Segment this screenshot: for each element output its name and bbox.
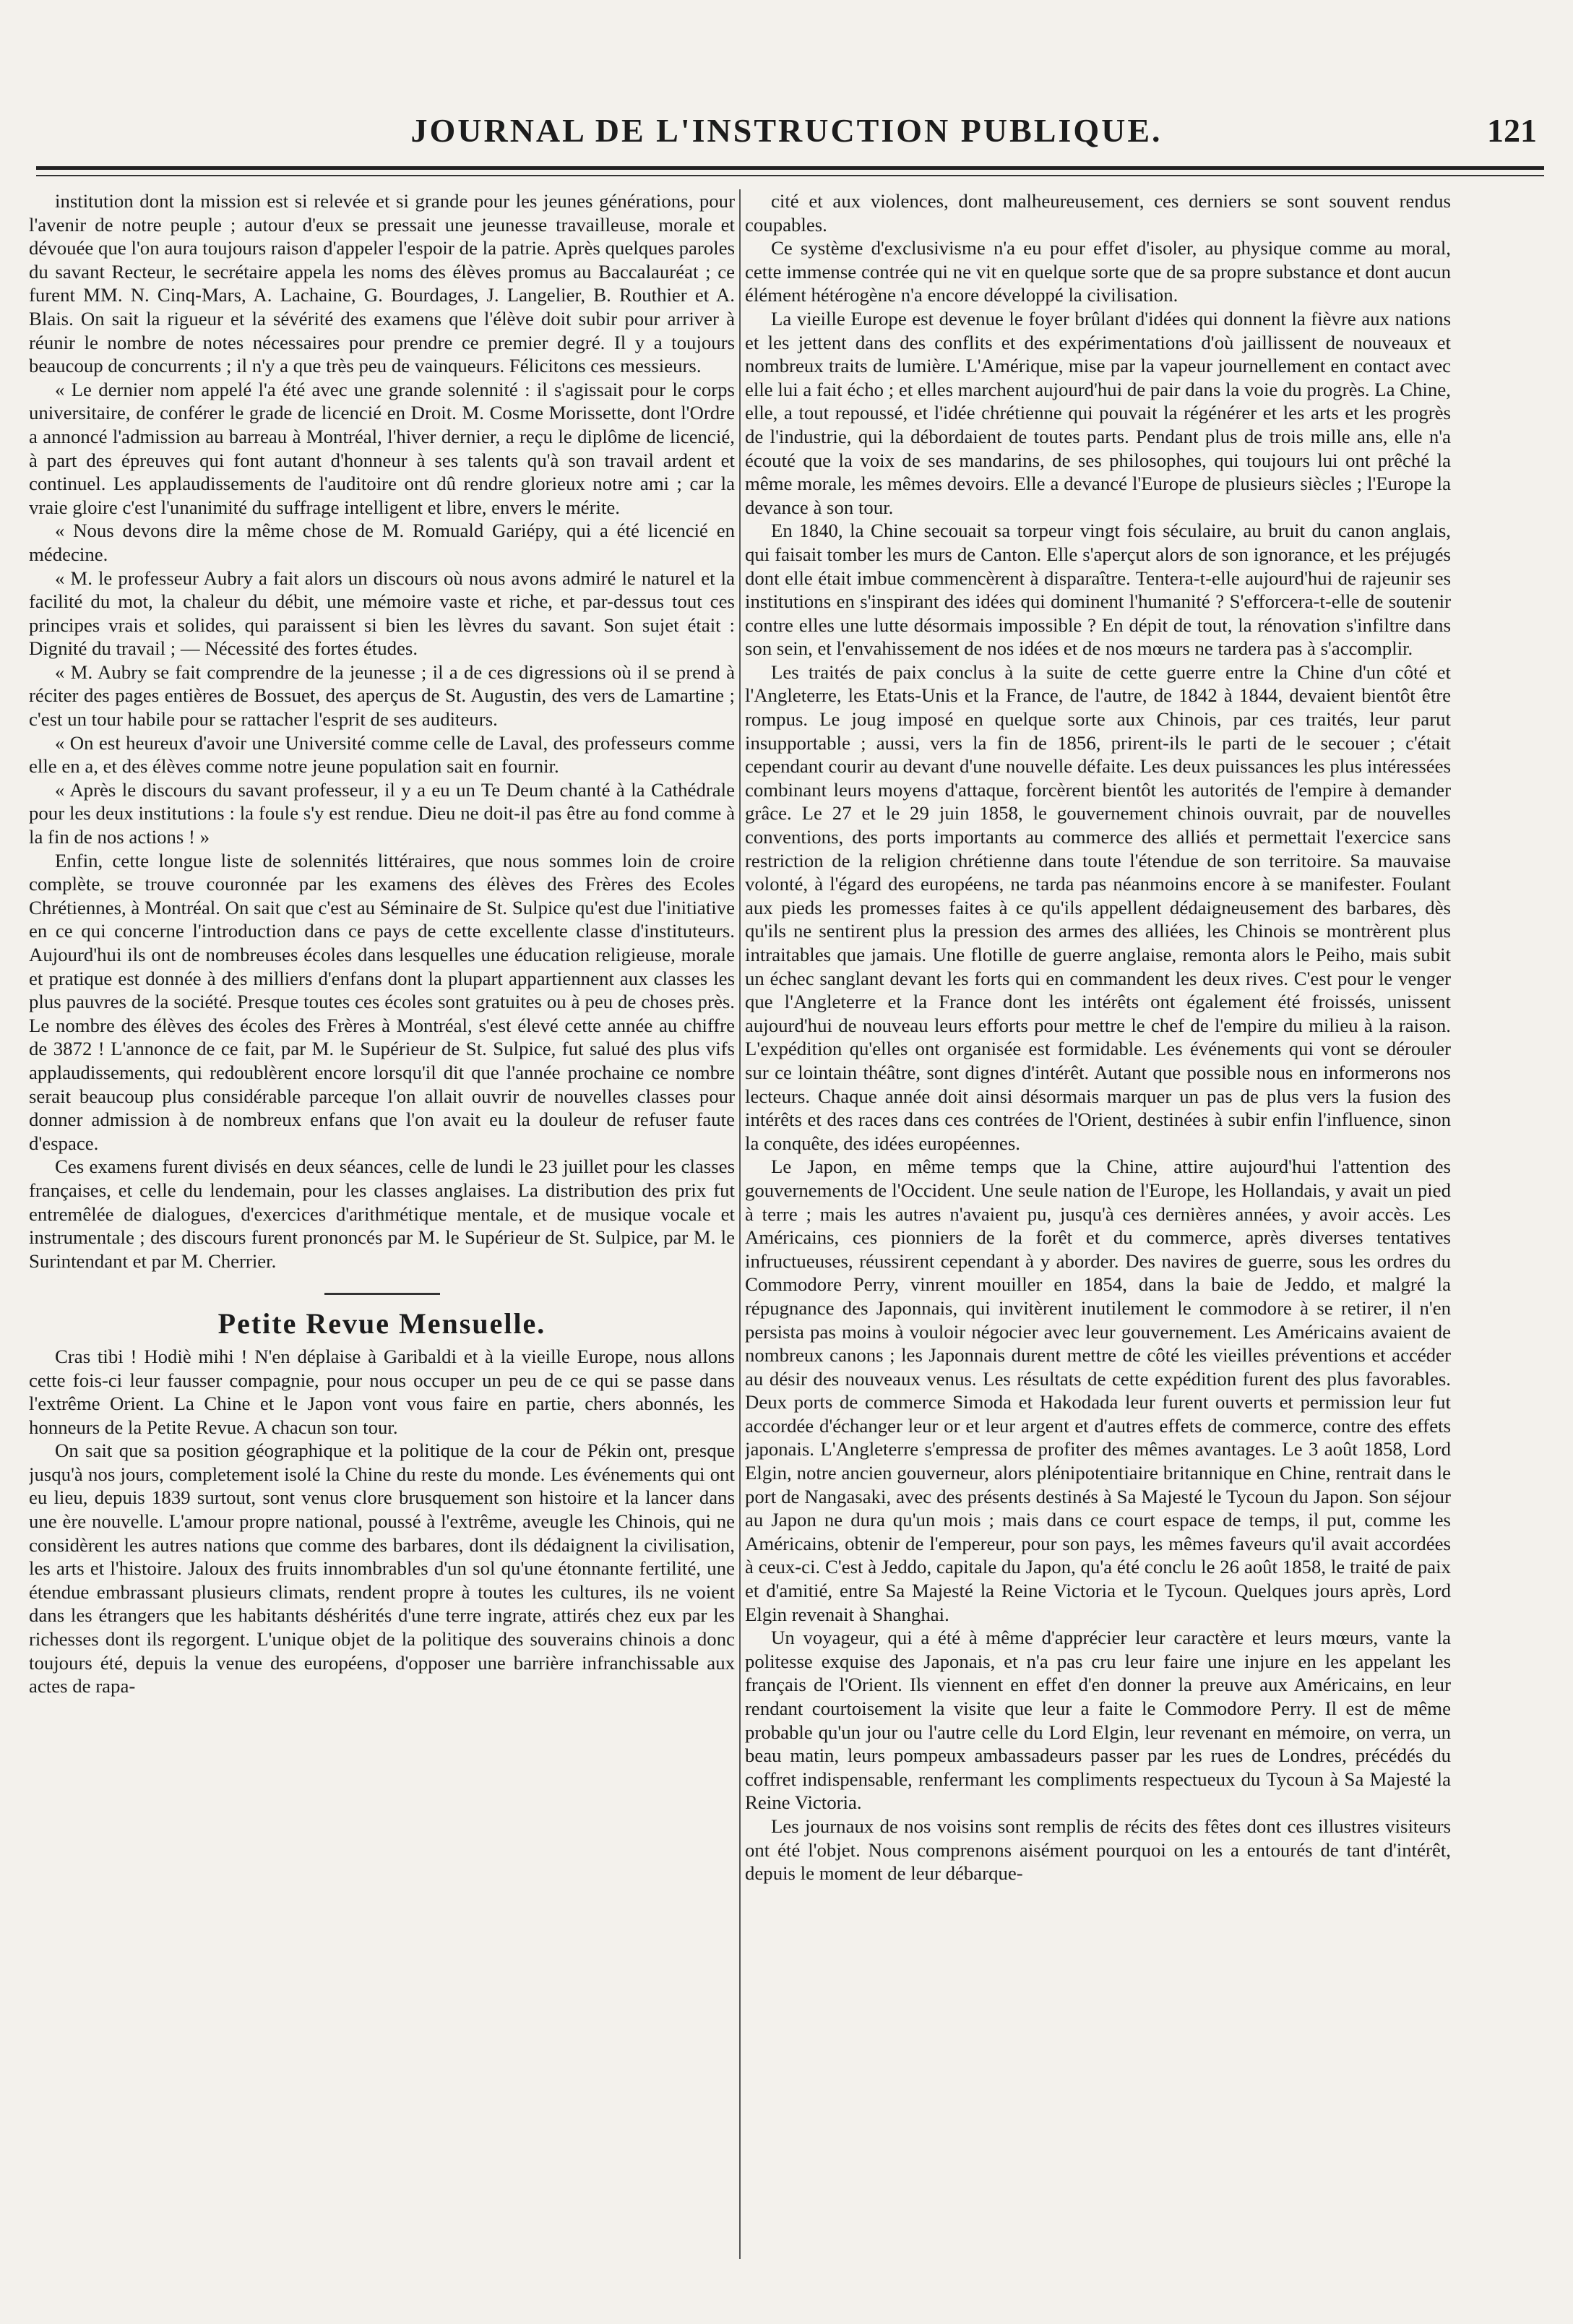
paragraph: « M. le professeur Aubry a fait alors un discours où nous avons admiré le naturel et la facilité du mot, la chaleur du débit, une mémoire vaste et riche, et par-dessus tout ces principes vrais et solides, qui paraissent si bien les lèvres du savant. Son sujet était : Dignité du travail ; — Nécessité des fortes études. [29,567,735,660]
paragraph: Un voyageur, qui a été à même d'apprécier leur caractère et leurs mœurs, vante la politesse exquise des Japonais, et n'a pas cru leur faire une injure en les appelant les français de l'Orient. Ils viennent en effet d'en donner la preuve aux Américains, en leur rendant courtoisement la visite que leur a faite le Commodore Perry. Il est de même probable qu'un jour ou l'autre celle du Lord Elgin, leur revenant en mémoire, on verra, un beau matin, leurs pompeux ambassadeurs passer par les rues de Londres, précédés du coffret indispensable, renfermant les compliments respectueux du Tycoun à Sa Majesté la Reine Victoria. [745,1627,1451,1814]
paragraph: « Nous devons dire la même chose de M. Romuald Gariépy, qui a été licencié en médecine. [29,520,735,565]
column-divider [739,189,741,2259]
paragraph: « Après le discours du savant professeur, il y a eu un Te Deum chanté à la Cathédrale pour les deux institutions : la foule s'y est rendue. Dieu ne doit-il pas être au fond comme à la fin de nos actions ! » [29,778,735,848]
section-title: Petite Revue Mensuelle. [217,1307,546,1340]
header-rule-thick [36,166,1544,170]
paragraph: Ces examens furent divisés en deux séances, celle de lundi le 23 juillet pour les classes françaises, et celle du lendemain, pour les classes anglaises. La distribution des prix fut entremêlée de dialogues, d'exercices d'arithmétique mentale, et de musique vocale et instrumentale ; des discours furent prononcés par M. le Supérieur de St. Sulpice, par M. le Surintendant et par M. Cherrier. [29,1155,735,1272]
paragraph: « Le dernier nom appelé l'a été avec une grande solennité : il s'agissait pour le corps universitaire, de conférer le grade de licencié en Droit. M. Cosme Morissette, dont l'Ordre a annoncé l'admission au barreau à Montréal, l'hiver dernier, a reçu le diplôme de licencié, à part des épreuves qui font autant d'honneur à ses talents qu'à son travail ardent et continuel. Les applaudissements de l'auditoire ont dû rendre glorieux notre ami ; car la vraie gloire c'est l'unanimité du suffrage intelligent et libre, envers le mérite. [29,378,735,518]
paragraph: Ce système d'exclusivisme n'a eu pour effet d'isoler, au physique comme au moral, cette immense contrée qui ne vit en quelque sorte que de sa propre substance et dont aucun élément hétérogène n'a encore développé la civilisation. [745,237,1451,306]
paragraph: Le Japon, en même temps que la Chine, attire aujourd'hui l'attention des gouvernements de l'Occident. Une seule nation de l'Europe, les Hollandais, y avait un pied à terre ; mais les autres n'avaient pu, jusqu'à ces dernières années, y avoir accès. Les Américains, ces pionniers de la forêt et du commerce, après diverses tentatives infructueuses, réussirent cependant à y aborder. Des navires de guerre, sous les ordres du Commodore Perry, vinrent mouiller en 1854, dans la baie de Jeddo, et malgré la répugnance des Japonnais, qui invitèrent inutilement le commodore à se retirer, il n'en persista pas moins à vouloir négocier avec leur gouvernement. Les Américains avaient de nombreux canons ; les Japonnais durent mettre de côté les vieilles préventions et accéder au désir des nouveaux venus. Les résultats de cette expédition furent des plus favorables. Deux ports de commerce Simoda et Hakodada leur furent ouverts et permission leur fut accordée d'échanger leur or et leur argent et d'autres effets de commerce, contre des effets japonais. L'Angleterre s'empressa de profiter des mêmes avantages. Le 3 août 1858, Lord Elgin, notre ancien gouverneur, alors plénipotentiaire britannique en Chine, rentrait dans le port de Nangasaki, avec des présents destinés à Sa Majesté le Tycoun du Japon. Son séjour au Japon ne dura qu'un mois ; mais dans ce court espace de temps, il put, comme les Américains, obtenir de l'empereur, pour son pays, les mêmes faveurs qu'il avait accordées à ceux-ci. C'est à Jeddo, capitale du Japon, qu'a été conclu le 26 août 1858, le traité de paix et d'amitié, entre Sa Majesté la Reine Victoria et le Tycoun. Quelques jours après, Lord Elgin revenait à Shanghai. [745,1155,1451,1625]
page-number: 121 [1487,112,1537,149]
paragraph: cité et aux violences, dont malheureusement, ces derniers se sont souvent rendus coupables. [745,190,1451,236]
paragraph: institution dont la mission est si relevée et si grande pour les jeunes générations, pour l'avenir de notre peuple ; autour d'eux se pressait une jeunesse travailleuse, morale et dévouée que l'on aura toujours raison d'appeler l'espoir de la patrie. Après quelques paroles du savant Recteur, le secrétaire appela les noms des élèves promus au Baccalauréat ; ce furent MM. N. Cinq-Mars, A. Lachaine, G. Bourdages, J. Langelier, B. Routhier et A. Blais. On sait la rigueur et la sévérité des examens que l'élève doit subir pour arriver à réunir le nombre de notes nécessaires pour prendre ce premier degré. Il y a toujours beaucoup de concurrents ; il n'y a que très peu de vainqueurs. Félicitons ces messieurs. [29,190,735,377]
left-column [29,189,735,2259]
paragraph: « M. Aubry se fait comprendre de la jeunesse ; il a de ces digressions où il se prend à réciter des pages entières de Bossuet, des aperçus de St. Augustin, des vers de Lamartine ; c'est un tour habile pour se rattacher l'esprit de ses auditeurs. [29,660,735,731]
paragraph: La vieille Europe est devenue le foyer brûlant d'idées qui donnent la fièvre aux nations et les jettent dans des conflits et des expérimentations d'où jaillissent de nouveaux et nombreux traits de lumière. L'Amérique, mise par la vapeur journellement en contact avec elle lui a fait écho ; et elles marchent aujourd'hui de pair dans la voie du progrès. La Chine, elle, a tout repoussé, et l'idée chrétienne qui pouvait la régénérer et les arts et les progrès de l'industrie, qui la débordaient de toutes parts. Pendant plus de trois mille ans, elle n'a écouté que la voix de ses mandarins, de ses philosophes, qui toujours lui ont prêché la même morale, les mêmes devoirs. Elle a devancé l'Europe de plusieurs siècles ; l'Europe la devance à son tour. [745,307,1451,518]
paragraph: On sait que sa position géographique et la politique de la cour de Pékin ont, presque jusqu'à nos jours, completement isolé la Chine du reste du monde. Les événements qui ont eu lieu, depuis 1839 surtout, sont venus clore brusquement son histoire et la lancer dans une ère nouvelle. L'amour propre national, poussé à l'extrême, aveugle les Chinois, qui ne considèrent les autres nations que comme des barbares, dont ils dédaignent la civilisation, les arts et l'histoire. Jaloux des fruits innombrables d'un sol qu'une étonnante fertilité, une étendue embrassant plusieurs climats, rendent propre à toutes les cultures, ils ne voient dans les étrangers que les habitants déshérités d'une terre ingrate, attirés chez eux par les richesses dont ils regorgent. L'unique objet de la politique des souverains chinois a donc toujours été, depuis la venue des européens, d'opposer une barrière infranchissable aux actes de rapa- [29,1439,735,1697]
paragraph: Enfin, cette longue liste de solennités littéraires, que nous sommes loin de croire complète, se trouve couronnée par les examens des élèves des Frères des Ecoles Chrétiennes, à Montréal. On sait que c'est au Séminaire de St. Sulpice qu'est due l'initiative en ce qui concerne l'introduction dans ce pays de cette excellente classe d'instituteurs. Aujourd'hui ils ont de nombreuses écoles dans lesquelles une éducation religieuse, morale et pratique est donnée à des milliers d'enfans dont la plupart appartiennent aux classes les plus pauvres de la société. Presque toutes ces écoles sont gratuites ou à peu de choses près. Le nombre des élèves des écoles des Frères à Montréal, s'est élevé cette année au chiffre de 3872 ! L'annonce de ce fait, par M. le Supérieur de St. Sulpice, fut salué des plus vifs applaudissements, qui redoublèrent encore lorsqu'il dit que l'année prochaine ce nombre serait beaucoup plus considérable parceque l'on allait ouvrir de nouvelles classes pour donner admission à de nombreux enfans que l'on avait eu la douleur de refuser faute d'espace. [29,849,735,1154]
header-rule-thin [36,175,1544,176]
page-header [29,108,1544,166]
paragraph: Cras tibi ! Hodiè mihi ! N'en déplaise à Garibaldi et à la vieille Europe, nous allons cette fois-ci leur fausser compagnie, pour nous occuper un peu de ce qui se passe dans l'extrême Orient. La Chine et le Japon vont vous faire en partie, chers abonnés, les honneurs de la Petite Revue. A chacun son tour. [29,1345,735,1438]
right-column [745,189,1451,2259]
paragraph: Les traités de paix conclus à la suite de cette guerre entre la Chine d'un côté et l'Angleterre, les Etats-Unis et la France, de l'autre, de 1842 à 1844, devaient bientôt être rompus. Le joug imposé en quelque sorte aux Chinois, par ces traités, leur parut insupportable ; aussi, vers la fin de 1856, prirent-ils le parti de le secouer ; c'était cependant courir au devant d'une nouvelle défaite. Les deux puissances les plus intéressées combinant leurs moyens d'attaque, forcèrent bientôt les autorités de l'empire à demander grâce. Le 27 et le 29 juin 1858, le gouvernement chinois ouvrait, par de nouvelles conventions, des ports importants au commerce des alliés et permettait l'exercice sans restriction de la religion chrétienne dans toute l'étendue de son territoire. Sa mauvaise volonté, à l'égard des européens, ne tarda pas néanmoins encore à se manifester. Foulant aux pieds les promesses faites à ce qu'ils appellent dédaigneusement des barbares, dès qu'ils ne sentirent plus la pression des armes des alliées, les Chinois se montrèrent plus intraitables que jamais. Une flotille de guerre anglaise, remonta alors le Peiho, mais subit un échec sanglant devant les forts qui en commandent les deux rives. C'est pour le venger que l'Angleterre et la France dont les intérêts ont également été froissés, unissent aujourd'hui de nouveau leurs efforts pour mettre le chef de l'empire du milieu à la raison. L'expédition qu'elles ont organisée est formidable. Les événements qui vont se dérouler sur ce lointain théâtre, sont dignes d'intérêt. Autant que possible nous en informerons nos lecteurs. Chaque année doit ainsi désormais marquer un pas de plus vers la fusion des intérêts et des races dans ces contrées de l'Orient, destinées à subir enfin l'influence, sinon la conquête, des idées européennes. [745,660,1451,1154]
paragraph: En 1840, la Chine secouait sa torpeur vingt fois séculaire, au bruit du canon anglais, qui faisait tomber les murs de Canton. Elle s'aperçut alors de son ignorance, et les préjugés dont elle était imbue commencèrent à disparaître. Tentera-t-elle aujourd'hui de rajeunir ses institutions en s'inspirant des idées qui dominent l'humanité ? S'efforcera-t-elle de soutenir contre elles une lutte désormais impossible ? En dépit de tout, la rénovation s'infiltre dans son sein, et l'envahissement de nos idées et de nos mœurs ne tardera pas à s'accomplir. [745,520,1451,660]
paragraph: Les journaux de nos voisins sont remplis de récits des fêtes dont ces illustres visiteurs ont été l'objet. Nous comprenons aisément pourquoi on les a entourés de tant d'intérêt, depuis le moment de leur débarque- [745,1815,1451,1885]
paragraph: « On est heureux d'avoir une Université comme celle de Laval, des professeurs comme elle en a, et des élèves comme notre jeune population sait en fournir. [29,731,735,778]
section-divider [324,1293,440,1295]
running-title: JOURNAL DE L'INSTRUCTION PUBLIQUE. [410,112,1163,149]
